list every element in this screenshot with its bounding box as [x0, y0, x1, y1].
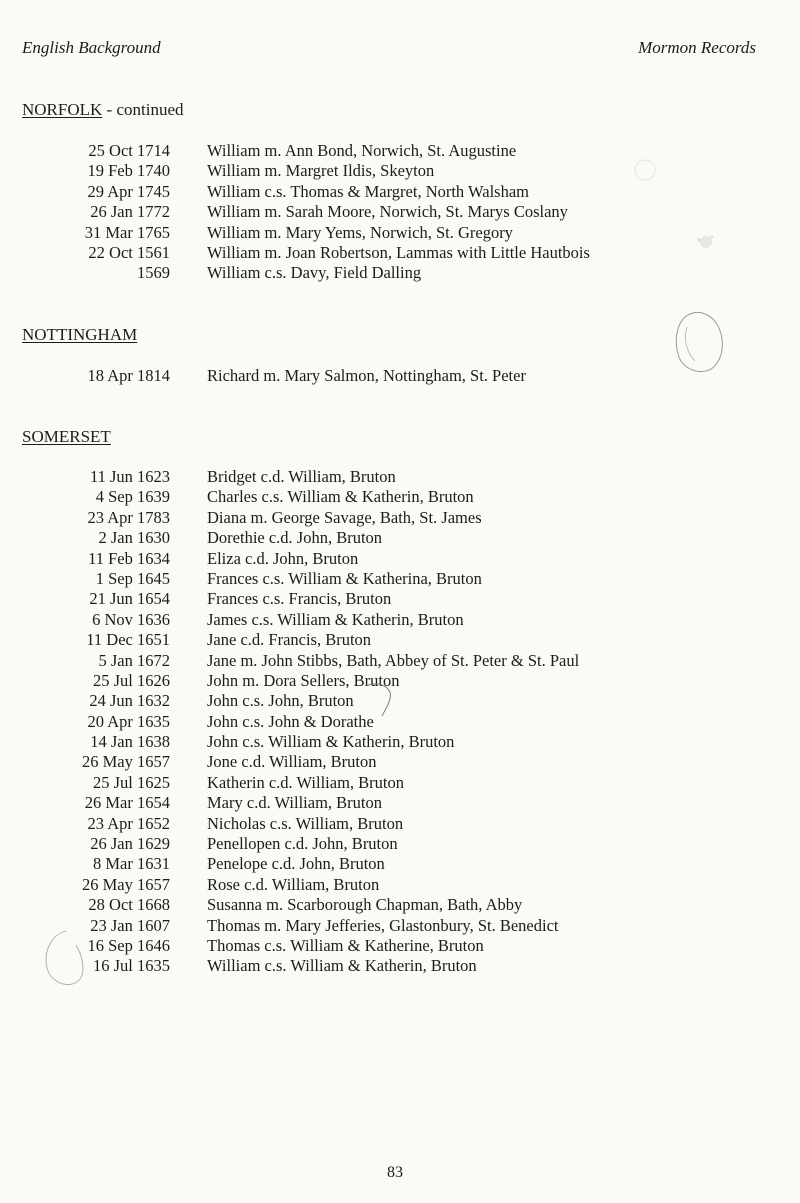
entry-date: 16 Sep 1646 [87, 935, 170, 955]
section-heading-nottingham [22, 325, 137, 345]
entry-date: 25 Jul 1626 [92, 670, 170, 690]
entry-text: John c.s. John, Bruton [207, 691, 354, 711]
entry-text: Penellopen c.d. John, Bruton [207, 834, 398, 854]
entry-text: William m. Ann Bond, Norwich, St. Augustine [207, 141, 517, 160]
entry-text: Bridget c.d. William, Bruton [207, 467, 396, 486]
entry-text: William c.s. Thomas & Margret, North Walsham [207, 181, 529, 201]
record-entry [0, 630, 800, 650]
section-name: NOTTINGHAM [22, 325, 138, 344]
record-entry [0, 243, 800, 263]
entry-date: 1 Sep 1645 [95, 568, 170, 588]
entry-date: 16 Jul 1635 [92, 956, 170, 976]
entry-date: 26 Jan 1772 [90, 202, 170, 222]
entry-date: 21 Jun 1654 [89, 589, 170, 609]
entry-date: 26 May 1657 [82, 874, 170, 894]
entry-date: 23 Apr 1783 [87, 507, 170, 527]
entry-text: Jane m. John Stibbs, Bath, Abbey of St. Peter & St. Paul [207, 650, 580, 670]
entry-date: 11 Jun 1623 [89, 467, 170, 486]
entry-text: Charles c.s. William & Katherin, Bruton [207, 487, 474, 507]
entry-date: 8 Mar 1631 [93, 854, 170, 874]
record-entry [0, 834, 800, 854]
entry-date: 28 Oct 1668 [88, 895, 170, 915]
section-suffix: - continued [102, 100, 184, 119]
entry-date: 20 Apr 1635 [87, 711, 170, 731]
record-entry [0, 487, 800, 507]
record-entry [0, 651, 800, 671]
entry-list-norfolk [0, 141, 800, 284]
entry-text: John m. Dora Sellers, Bruton [207, 670, 400, 690]
entry-date: 26 Mar 1654 [84, 793, 170, 813]
entry-text: Dorethie c.d. John, Bruton [207, 528, 383, 548]
record-entry [0, 936, 800, 956]
record-entry [0, 854, 800, 874]
entry-text: Rose c.d. William, Bruton [207, 874, 380, 894]
record-entry [0, 467, 800, 487]
record-entry [0, 956, 800, 976]
record-entry [0, 202, 800, 222]
record-entry [0, 793, 800, 813]
record-entry [0, 712, 800, 732]
entry-text: Eliza c.d. John, Bruton [207, 548, 359, 568]
record-entry [0, 773, 800, 793]
entry-text: John c.s. William & Katherin, Bruton [207, 732, 455, 752]
entry-date: 25 Oct 1714 [88, 141, 170, 160]
entry-date: 14 Jan 1638 [90, 732, 170, 752]
entry-list-somerset [0, 467, 800, 977]
record-entry [0, 752, 800, 772]
entry-text: Mary c.d. William, Bruton [207, 793, 383, 813]
record-entry [0, 589, 800, 609]
entry-date: 6 Nov 1636 [92, 609, 170, 629]
running-head-left: English Background [22, 38, 161, 57]
entry-date: 4 Sep 1639 [95, 487, 170, 507]
entry-text: Jane c.d. Francis, Bruton [207, 630, 372, 650]
entry-list-nottingham [0, 366, 800, 386]
section-name: NORFOLK [22, 100, 103, 119]
entry-date: 23 Apr 1652 [87, 813, 170, 833]
entry-text: William c.s. William & Katherin, Bruton [207, 956, 477, 976]
entry-text: John c.s. John & Dorathe [207, 711, 374, 731]
record-entry [0, 366, 800, 386]
entry-date: 1569 [137, 263, 170, 283]
entry-text: Penelope c.d. John, Bruton [207, 854, 385, 874]
entry-text: Frances c.s. William & Katherina, Bruton [207, 568, 482, 588]
record-entry [0, 549, 800, 569]
entry-text: Frances c.s. Francis, Bruton [207, 589, 392, 609]
record-entry [0, 161, 800, 181]
entry-text: Jone c.d. William, Bruton [207, 752, 377, 772]
section-name: SOMERSET [22, 427, 111, 446]
record-entry [0, 528, 800, 548]
running-head-right: Mormon Records [638, 38, 756, 57]
entry-text: Nicholas c.s. William, Bruton [207, 813, 404, 833]
entry-text: William m. Joan Robertson, Lammas with Little Hautbois [207, 242, 590, 262]
entry-date: 23 Jan 1607 [90, 915, 170, 935]
record-entry [0, 732, 800, 752]
record-entry [0, 223, 800, 243]
entry-date: 31 Mar 1765 [84, 222, 170, 242]
entry-date: 26 May 1657 [82, 752, 170, 772]
entry-date: 26 Jan 1629 [90, 834, 170, 854]
section-heading-norfolk [22, 100, 184, 120]
record-entry [0, 814, 800, 834]
entry-date: 5 Jan 1672 [98, 650, 170, 670]
entry-date: 11 Dec 1651 [86, 630, 170, 650]
record-entry [0, 182, 800, 202]
entry-text: William c.s. Davy, Field Dalling [207, 263, 422, 283]
record-entry [0, 895, 800, 915]
entry-text: Thomas c.s. William & Katherine, Bruton [207, 935, 484, 955]
record-entry [0, 141, 800, 161]
entry-date: 25 Jul 1625 [92, 772, 170, 792]
entry-text: Thomas m. Mary Jefferies, Glastonbury, St. Benedict [207, 915, 559, 935]
record-entry [0, 875, 800, 895]
entry-date: 24 Jun 1632 [89, 691, 170, 711]
entry-date: 19 Feb 1740 [87, 161, 170, 181]
entry-text: James c.s. William & Katherin, Bruton [207, 609, 464, 629]
entry-text: Katherin c.d. William, Bruton [207, 772, 404, 792]
entry-text: Susanna m. Scarborough Chapman, Bath, Abby [207, 895, 523, 915]
entry-date: 18 Apr 1814 [87, 366, 170, 385]
entry-text: William m. Sarah Moore, Norwich, St. Marys Coslany [207, 202, 568, 222]
record-entry [0, 916, 800, 936]
record-entry [0, 671, 800, 691]
record-entry [0, 508, 800, 528]
record-entry [0, 691, 800, 711]
entry-date: 22 Oct 1561 [88, 242, 170, 262]
entry-date: 11 Feb 1634 [88, 548, 170, 568]
entry-date: 2 Jan 1630 [98, 528, 170, 548]
page-number: 83 [387, 1164, 403, 1181]
record-entry [0, 610, 800, 630]
entry-text: Richard m. Mary Salmon, Nottingham, St. Peter [207, 366, 526, 385]
record-entry [0, 263, 800, 283]
section-heading-somerset [22, 427, 111, 447]
record-entry [0, 569, 800, 589]
entry-date: 29 Apr 1745 [87, 181, 170, 201]
entry-text: William m. Margret Ildis, Skeyton [207, 161, 435, 181]
entry-text: William m. Mary Yems, Norwich, St. Gregory [207, 222, 513, 242]
entry-text: Diana m. George Savage, Bath, St. James [207, 507, 482, 527]
